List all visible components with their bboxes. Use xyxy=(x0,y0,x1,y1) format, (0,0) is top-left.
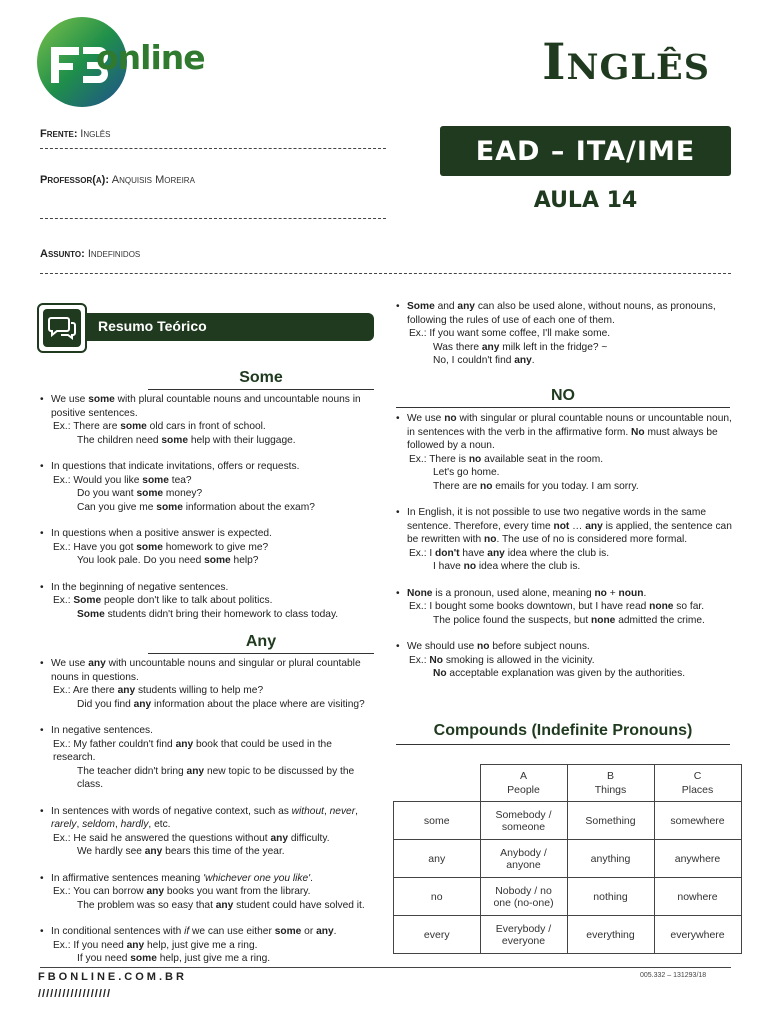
frente-label: Frente: xyxy=(40,128,78,140)
rule-text: • In questions when a positive answer is expected. xyxy=(51,528,272,539)
footer-divider xyxy=(40,967,731,968)
table-row-label: any xyxy=(394,840,481,878)
logo-wordmark: online xyxy=(96,38,205,77)
compounds-table xyxy=(393,764,742,954)
example-text: Can you give me some information about the exam? xyxy=(77,501,315,513)
subject-title: Inglês xyxy=(542,32,710,91)
rule-text: • We use no with singular or plural countable nouns or uncountable noun, in sentences with the verb in the affirmative form. No must always be followed by a noun. xyxy=(407,413,732,451)
table-corner xyxy=(394,765,481,802)
right-intro xyxy=(396,300,732,381)
list-item xyxy=(40,657,376,711)
rule-text: • In questions that indicate invitations, offers or requests. xyxy=(51,461,300,472)
course-banner: EAD – ITA/IME xyxy=(440,126,731,176)
no-section xyxy=(396,412,732,694)
example-text: There are no emails for you today. I am sorry. xyxy=(433,480,639,492)
rule-text: • In negative sentences. xyxy=(51,725,153,736)
footer-code: 005.332 – 131293/18 xyxy=(640,972,707,979)
list-item xyxy=(396,587,732,628)
list-item xyxy=(40,581,376,622)
table-header-cell: B Things xyxy=(567,765,654,802)
list-item xyxy=(40,393,376,447)
table-cell: nothing xyxy=(567,878,654,916)
compounds-title: Compounds (Indefinite Pronouns) xyxy=(396,722,730,745)
example-text: Ex.: My father couldn't find any book that could be used in the research. xyxy=(53,738,332,763)
example-text: Ex.: Would you like some tea? xyxy=(53,474,192,486)
rule-text: • We use some with plural countable nouns and uncountable nouns in positive sentences. xyxy=(51,394,361,419)
footer-slashes: ////////////////// xyxy=(38,988,112,1000)
example-text: I have no idea where the club is. xyxy=(433,561,581,572)
speech-bubble-icon xyxy=(37,303,87,353)
table-cell: Everybody / everyone xyxy=(480,916,567,954)
table-cell: nowhere xyxy=(654,878,741,916)
table-row xyxy=(394,840,742,878)
example-text: The teacher didn't bring any new topic to be discussed by the class. xyxy=(77,765,355,790)
table-cell: somewhere xyxy=(654,802,741,840)
example-text: No, I couldn't find any. xyxy=(433,355,535,366)
example-text: Ex.: There is no available seat in the room. xyxy=(409,453,604,465)
assunto-label: Assunto: xyxy=(40,248,85,260)
rule-text: • We use any with uncountable nouns and singular or plural countable nouns in questions. xyxy=(51,658,361,683)
table-cell: Something xyxy=(567,802,654,840)
frente-value: Inglês xyxy=(80,128,111,140)
example-text: Do you want some money? xyxy=(77,488,203,499)
compounds-table-wrap xyxy=(393,764,742,954)
table-cell: Anybody / anyone xyxy=(480,840,567,878)
example-text: We hardly see any bears this time of the year. xyxy=(77,846,285,857)
rule-text: • In the beginning of negative sentences. xyxy=(51,581,229,593)
example-text: Let's go home. xyxy=(433,467,500,478)
list-item xyxy=(40,872,376,913)
example-text: The children need some help with their luggage. xyxy=(77,434,296,446)
list-item xyxy=(40,805,376,859)
example-text: Some students didn't bring their homework to class today. xyxy=(77,608,339,620)
table-row-label: every xyxy=(394,916,481,954)
example-text: The police found the suspects, but none admitted the crime. xyxy=(433,614,705,626)
example-text: Ex.: If you need any help, just give me a ring. xyxy=(53,939,258,951)
table-cell: anything xyxy=(567,840,654,878)
table-row xyxy=(394,802,742,840)
rule-text: • In English, it is not possible to use two negative words in the same sentence. Therefore, every time not … any is applied, the sentence can be rewritten with no. The use of no is considered more formal. xyxy=(407,507,732,545)
rule-text: • None is a pronoun, used alone, meaning no + noun. xyxy=(407,587,647,599)
any-section-title: Any xyxy=(148,633,374,654)
example-text: Ex.: I bought some books downtown, but I have read none so far. xyxy=(409,601,705,612)
example-text: Did you find any information about the place where are visiting? xyxy=(77,698,365,710)
some-section-title: Some xyxy=(148,369,374,390)
table-header-cell: C Places xyxy=(654,765,741,802)
example-text: If you need some help, just give me a ring. xyxy=(77,953,271,964)
some-section xyxy=(40,393,376,634)
example-text: The problem was so easy that any student could have solved it. xyxy=(77,899,365,911)
example-text: Ex.: You can borrow any books you want from the library. xyxy=(53,886,311,897)
list-item xyxy=(396,300,732,368)
example-text: Ex.: If you want some coffee, I'll make some. xyxy=(409,328,611,339)
table-cell: everywhere xyxy=(654,916,741,954)
rule-text: • In affirmative sentences meaning 'whichever one you like'. xyxy=(51,872,313,884)
list-item xyxy=(396,640,732,681)
table-cell: anywhere xyxy=(654,840,741,878)
example-text: Ex.: Are there any students willing to help me? xyxy=(53,685,264,696)
table-row-label: some xyxy=(394,802,481,840)
assunto-line xyxy=(40,248,140,260)
no-section-title: NO xyxy=(396,387,730,408)
list-item xyxy=(40,460,376,514)
professor-value: Anquisis Moreira xyxy=(111,174,195,186)
list-item xyxy=(40,527,376,568)
frente-line xyxy=(40,128,386,149)
example-text: Ex.: There are some old cars in front of school. xyxy=(53,421,266,432)
rule-text: • We should use no before subject nouns. xyxy=(407,641,590,652)
table-header-cell: A People xyxy=(480,765,567,802)
rule-text: • In conditional sentences with if we can use either some or any. xyxy=(51,926,337,937)
assunto-value: Indefinidos xyxy=(87,248,141,260)
header-divider xyxy=(40,273,731,274)
footer-site-link[interactable]: FBONLINE.COM.BR xyxy=(38,971,187,983)
list-item xyxy=(40,925,376,966)
example-text: Ex.: He said he answered the questions without any difficulty. xyxy=(53,832,330,844)
rule-text: • Some and any can also be used alone, without nouns, as pronouns, following the rules of use of each one of them. xyxy=(407,301,716,326)
professor-line xyxy=(40,174,386,219)
table-row xyxy=(394,916,742,954)
table-cell: everything xyxy=(567,916,654,954)
professor-label: Professor(a): xyxy=(40,174,109,186)
list-item xyxy=(396,412,732,493)
example-text: Ex.: No smoking is allowed in the vicinity. xyxy=(409,654,595,666)
resumo-title: Resumo Teórico xyxy=(98,318,207,334)
example-text: No acceptable explanation was given by the authorities. xyxy=(433,668,686,679)
rule-text: • In sentences with words of negative context, such as without, never, rarely, seldom, hardly, etc. xyxy=(51,805,358,830)
list-item xyxy=(40,724,376,792)
example-text: Ex.: Have you got some homework to give me? xyxy=(53,541,269,553)
any-section xyxy=(40,657,376,979)
table-cell: Nobody / no one (no-one) xyxy=(480,878,567,916)
table-cell: Somebody / someone xyxy=(480,802,567,840)
table-row-label: no xyxy=(394,878,481,916)
example-text: Was there any milk left in the fridge? ~ xyxy=(433,341,608,353)
example-text: You look pale. Do you need some help? xyxy=(77,555,259,566)
example-text: Ex.: Some people don't like to talk about politics. xyxy=(53,595,273,606)
list-item xyxy=(396,506,732,574)
example-text: Ex.: I don't have any idea where the club is. xyxy=(409,547,610,559)
table-row xyxy=(394,878,742,916)
lesson-number: AULA 14 xyxy=(533,188,638,213)
